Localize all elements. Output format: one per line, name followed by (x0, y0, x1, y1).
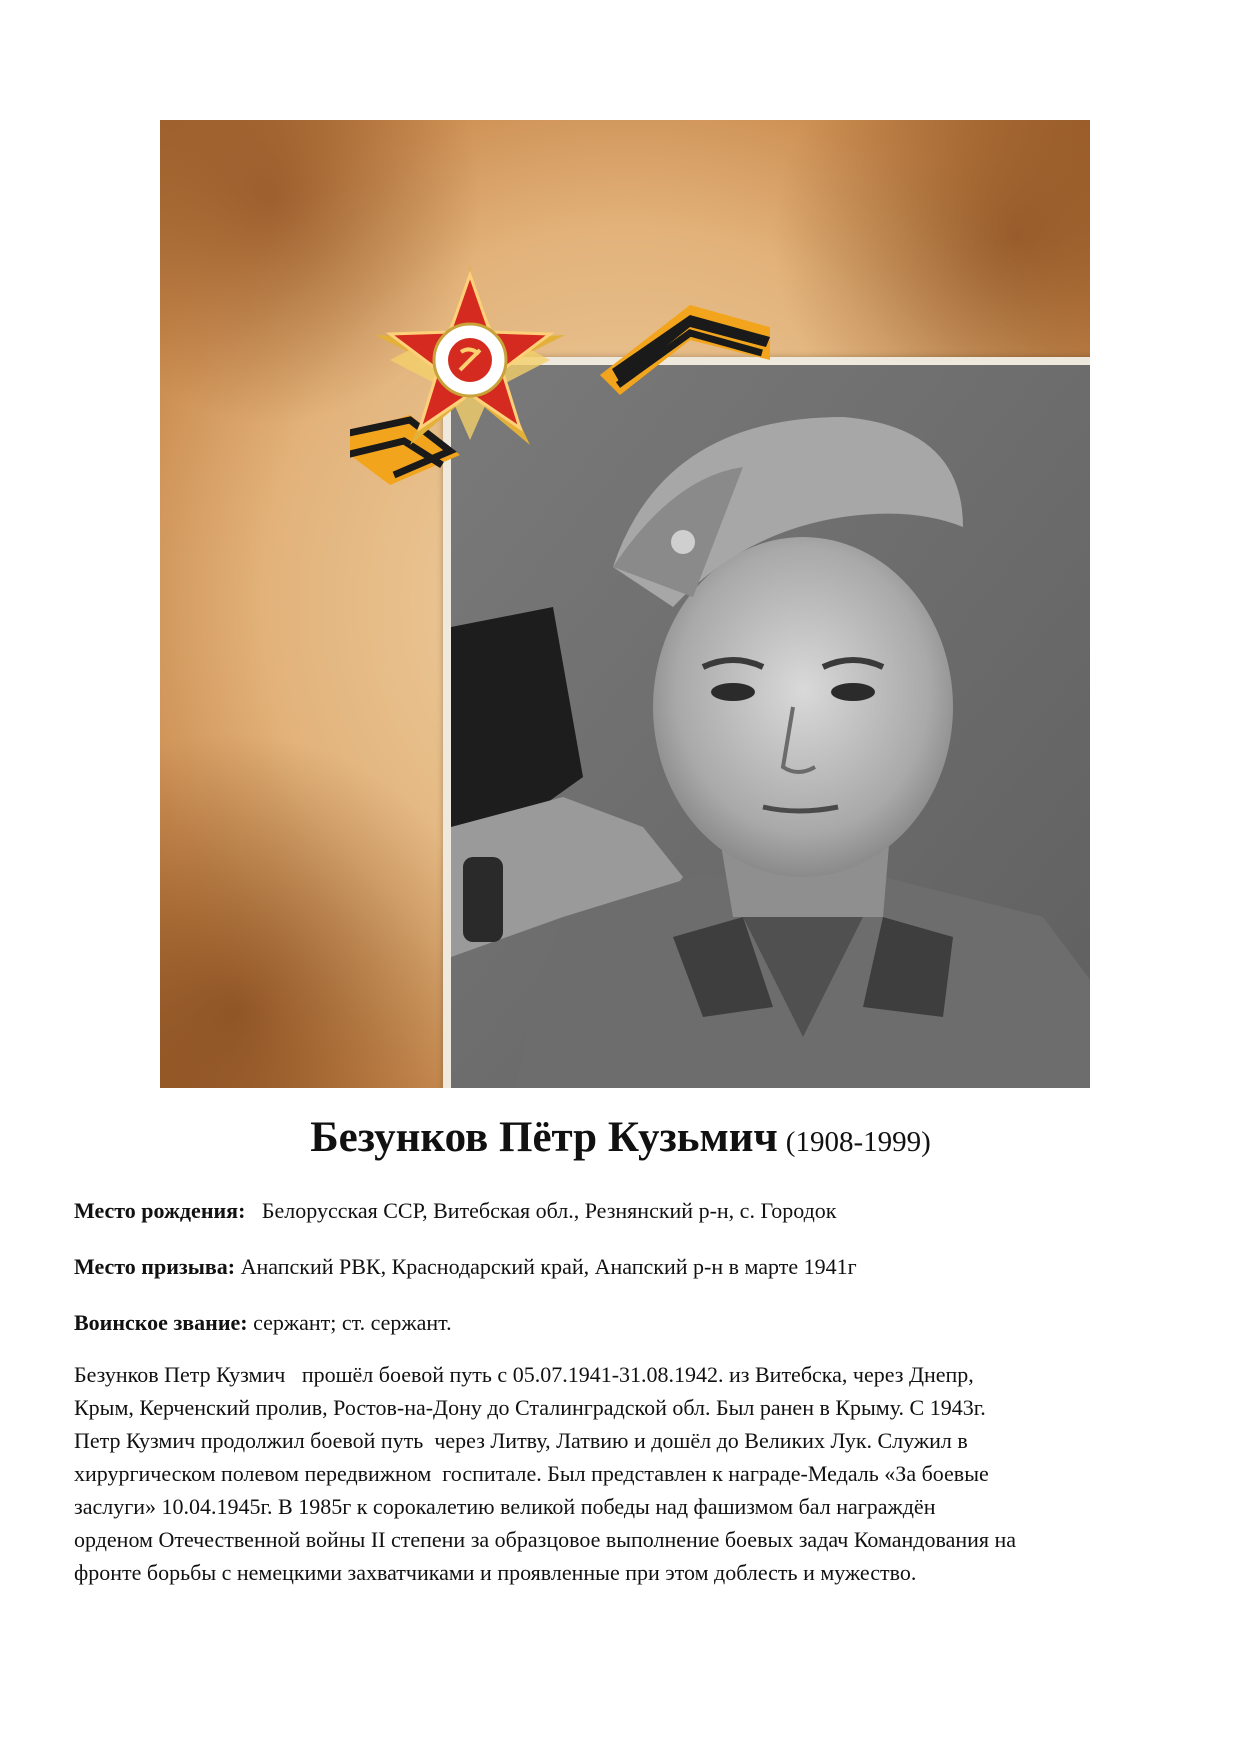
bio-line: Петр Кузмич продолжил боевой путь через Литву, Латвию и дошёл до Великих Лук. Служил в (74, 1428, 968, 1453)
birthplace-label: Место рождения: (74, 1198, 246, 1223)
rank-label: Воинское звание: (74, 1310, 248, 1335)
portrait-frame (160, 120, 1090, 1088)
rank-value: сержант; ст. сержант. (253, 1310, 452, 1335)
draft-value: Анапский РВК, Краснодарский край, Анапский р-н в марте 1941г (240, 1254, 857, 1279)
bio-line: хирургическом полевом передвижном госпитале. Был представлен к награде-Медаль «За боевые (74, 1461, 989, 1486)
birthplace-field (74, 1196, 1174, 1226)
bio-line: заслуги» 10.04.1945г. В 1985г к сорокалетию великой победы над фашизмом бал награждён (74, 1494, 936, 1519)
rank-field (74, 1308, 1174, 1338)
birthplace-value: Белорусская ССР, Витебская обл., Резнянский р-н, с. Городок (261, 1198, 837, 1223)
draft-field (74, 1252, 1174, 1282)
page-heading (0, 1113, 1241, 1162)
person-name: Безунков Пётр Кузьмич (310, 1114, 778, 1161)
life-years: (1908-1999) (785, 1126, 931, 1158)
draft-label: Место призыва: (74, 1254, 236, 1279)
bio-line: Крым, Керченский пролив, Ростов-на-Дону до Сталинградской обл. Был ранен в Крыму. С 1943г. (74, 1395, 986, 1420)
bio-line: фронте борьбы с немецкими захватчиками и проявленные при этом доблесть и мужество. (74, 1560, 917, 1585)
bio-line: орденом Отечественной войны II степени за образцовое выполнение боевых задач Командования на (74, 1527, 1017, 1552)
bio-line: Безунков Петр Кузмич прошёл боевой путь с 05.07.1941-31.08.1942. из Витебска, через Днепр, (74, 1362, 974, 1387)
biography-text (74, 1358, 1174, 1589)
order-of-patriotic-war-icon (350, 265, 770, 495)
